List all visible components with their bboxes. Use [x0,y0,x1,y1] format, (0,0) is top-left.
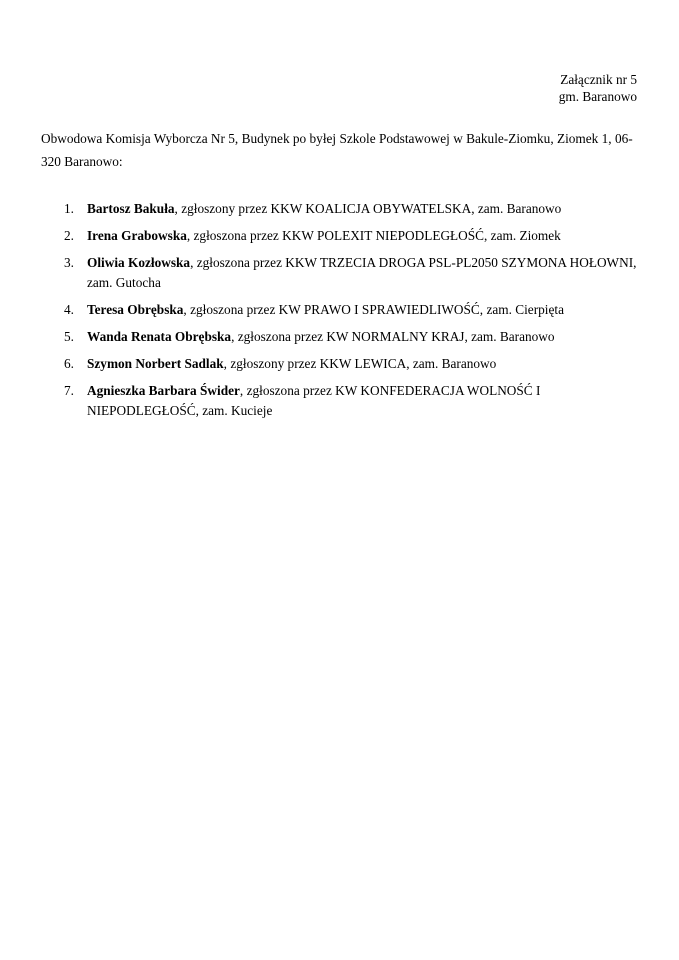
list-item [41,253,641,293]
member-name: Bartosz Bakuła [87,201,175,216]
attachment-header [559,71,637,105]
member-details: , zgłoszony przez KKW LEWICA, zam. Baranowo [223,356,497,371]
member-name: Wanda Renata Obrębska [87,329,232,344]
commission-description: Obwodowa Komisja Wyborcza Nr 5, Budynek po byłej Szkole Podstawowej w Bakule-Ziomku, Ziomek 1, 06-320 Baranowo: [41,131,633,169]
list-item [41,327,641,347]
item-number: 6. [64,356,74,371]
list-item [41,354,641,374]
item-number: 5. [64,329,74,344]
member-list [41,199,641,428]
list-item [41,300,641,320]
item-number: 1. [64,201,74,216]
member-details: , zgłoszona przez KW PRAWO I SPRAWIEDLIWOŚĆ, zam. Cierpięta [183,302,564,317]
item-number: 3. [64,255,74,270]
list-item [41,199,641,219]
member-details: , zgłoszona przez KKW TRZECIA DROGA PSL-PL2050 SZYMONA HOŁOWNI, zam. Gutocha [87,255,637,290]
list-item [41,381,641,421]
list-item [41,226,641,246]
item-number: 2. [64,228,74,243]
member-details: , zgłoszona przez KW NORMALNY KRAJ, zam. Baranowo [231,329,555,344]
attachment-number: Załącznik nr 5 [560,72,637,87]
item-number: 4. [64,302,74,317]
member-details: , zgłoszona przez KKW POLEXIT NIEPODLEGŁOŚĆ, zam. Ziomek [186,228,561,243]
member-name: Szymon Norbert Sadlak [87,356,224,371]
member-name: Teresa Obrębska [87,302,184,317]
municipality: gm. Baranowo [558,89,637,104]
item-number: 7. [64,383,74,398]
member-details: , zgłoszona przez KW KONFEDERACJA WOLNOŚĆ I NIEPODLEGŁOŚĆ, zam. Kucieje [87,383,541,418]
member-name: Oliwia Kozłowska [87,255,191,270]
member-details: , zgłoszony przez KKW KOALICJA OBYWATELSKA, zam. Baranowo [174,201,562,216]
member-name: Agnieszka Barbara Świder [87,383,240,398]
member-name: Irena Grabowska [87,228,187,243]
